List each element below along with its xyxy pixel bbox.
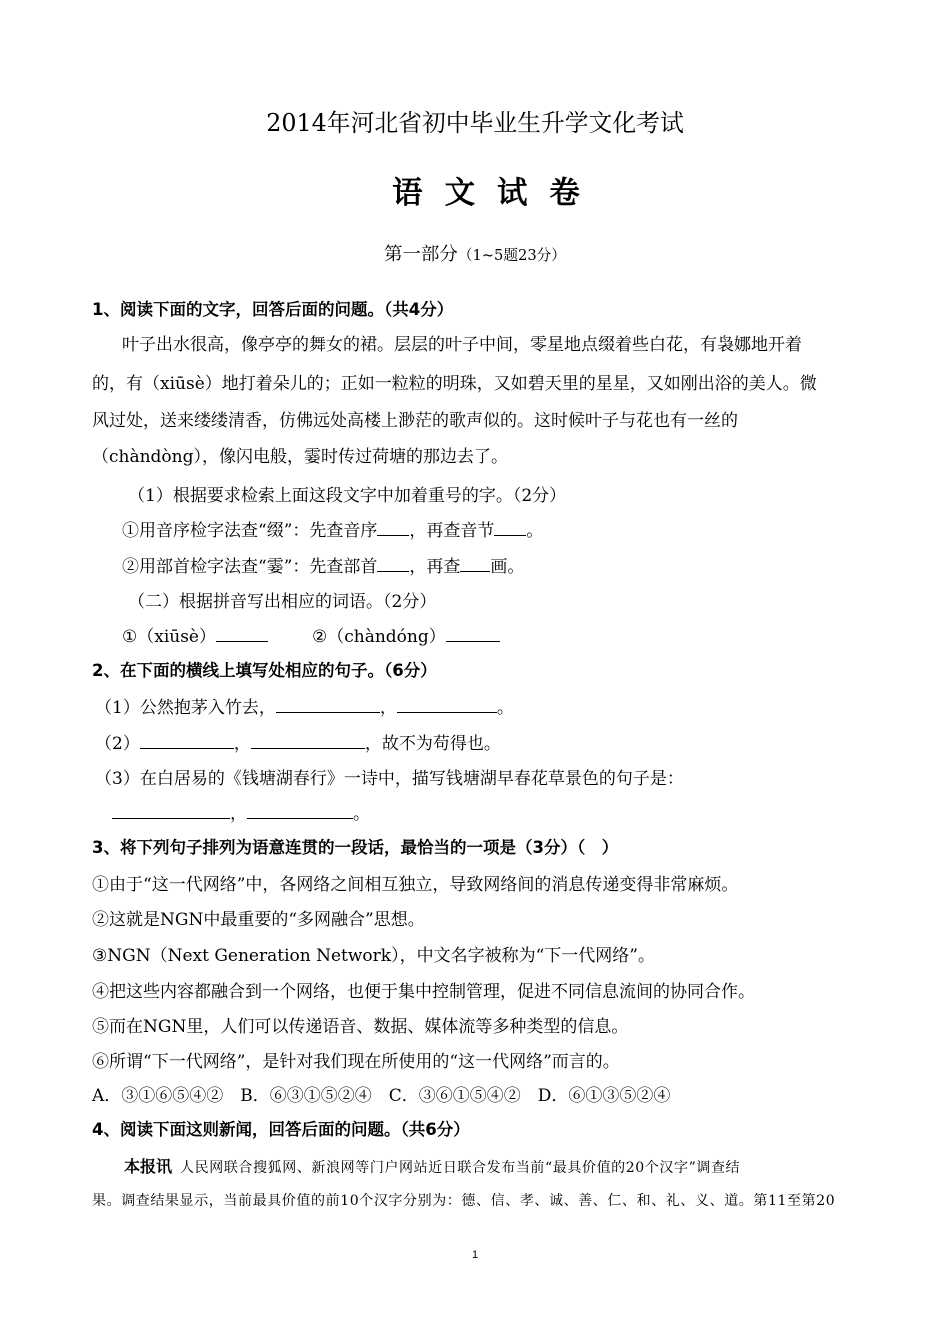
q2-line-1-text: （1）公然抱茅入竹去，	[95, 698, 276, 718]
q1-sub1b-text: ，再查	[409, 557, 461, 577]
q2-line-3: （3）在白居易的《钱塘湖春行》一诗中，描写钱塘湖早春花草景色的句子是：	[95, 769, 684, 789]
q2-line-1-text: 。	[496, 698, 514, 718]
answer-blank[interactable]	[446, 625, 500, 642]
q1-sub2: （二）根据拼音写出相应的词语。（2分）	[128, 592, 437, 612]
q3-sentence-2: ②这就是NGN中最重要的“多网融合”思想。	[92, 910, 425, 930]
q2-line-2	[95, 729, 501, 754]
q3-heading: 3、将下列句子排列为语意连贯的一段话，最恰当的一项是（3分）（ ）	[92, 838, 619, 857]
answer-blank[interactable]	[140, 732, 234, 749]
part-title: 第一部分	[384, 244, 458, 265]
q3-sentence-1: ①由于“这一代网络”中，各网络之间相互独立，导致网络间的消息传递变得非常麻烦。	[92, 875, 739, 895]
answer-blank[interactable]	[251, 732, 365, 749]
q1-para-line-4: （chàndòng），像闪电般，霎时传过荷塘的那边去了。	[92, 447, 509, 467]
q1-sub2b: ②（chàndóng）	[312, 627, 446, 647]
q1-sub1a-text: 。	[526, 521, 544, 541]
q1-sub1a-text: ①用音序检字法查“缀”：先查音序	[122, 521, 378, 541]
q2-line-1-text: ，	[379, 698, 397, 718]
answer-blank[interactable]	[377, 519, 409, 536]
q1-sub1: （1）根据要求检索上面这段文字中加着重号的字。（2分）	[128, 486, 567, 506]
q4-news-line-2: 果。调查结果显示，当前最具价值的前10个汉字分别为：德、信、孝、诚、善、仁、和、礼、义、道。第11至第20	[92, 1193, 836, 1209]
q2-line-2-text: （2）	[95, 734, 140, 754]
q3-sentence-4: ④把这些内容都融合到一个网络，也便于集中控制管理，促进不同信息流间的协同合作。	[92, 982, 755, 1002]
q2-line-2-text: ，	[233, 734, 251, 754]
page-number: 1	[471, 1249, 479, 1261]
part-heading	[0, 240, 950, 266]
q1-sub1b-text: ②用部首检字法查“霎”：先查部首	[122, 557, 378, 577]
answer-blank[interactable]	[276, 696, 380, 713]
answer-blank[interactable]	[397, 696, 497, 713]
answer-blank[interactable]	[247, 802, 353, 819]
q3-sentence-3: ③NGN（Next Generation Network），中文名字被称为“下一代网络”。	[92, 946, 655, 966]
q2-heading: 2、在下面的横线上填写处相应的句子。（6分）	[92, 661, 437, 680]
answer-blank[interactable]	[494, 519, 526, 536]
q4-heading: 4、阅读下面这则新闻，回答后面的问题。（共6分）	[92, 1120, 470, 1139]
answer-blank[interactable]	[112, 802, 230, 819]
q1-para-line-2: 的，有（xiūsè）地打着朵儿的；正如一粒粒的明珠，又如碧天里的星星，又如刚出浴的美人。微	[92, 374, 817, 394]
q2-line-2-text: ，故不为苟得也。	[364, 734, 501, 754]
q1-sub2-answers	[122, 622, 500, 647]
answer-blank[interactable]	[377, 555, 409, 572]
q1-para-line-1: 叶子出水很高，像亭亭的舞女的裙。层层的叶子中间，零星地点缀着些白花，有袅娜地开着	[122, 335, 802, 355]
answer-blank[interactable]	[216, 625, 268, 642]
news-lead: 本报讯	[124, 1157, 173, 1176]
q2-line-1	[95, 693, 514, 718]
q2-line-4-text: ，	[230, 804, 247, 824]
q1-sub2a: ①（xiūsè）	[122, 627, 216, 647]
q2-line-4-text: 。	[353, 804, 370, 824]
q1-sub1a-text: ，再查音节	[409, 521, 495, 541]
q4-news-line-1	[124, 1154, 740, 1177]
news-text: 人民网联合搜狐网、新浪网等门户网站近日联合发布当前“最具价值的20个汉字”调查结	[180, 1160, 741, 1176]
answer-blank[interactable]	[460, 555, 490, 572]
q1-sub1a	[122, 516, 543, 541]
q3-sentence-5: ⑤而在NGN里，人们可以传递语音、数据、媒体流等多种类型的信息。	[92, 1017, 629, 1037]
q1-para-line-3: 风过处，送来缕缕清香，仿佛远处高楼上渺茫的歌声似的。这时候叶子与花也有一丝的	[92, 411, 738, 431]
q3-options: A．③①⑥⑤④② B．⑥③①⑤②④ C．③⑥①⑤④② D．⑥①③⑤②④	[92, 1086, 671, 1106]
exam-title: 2014年河北省初中毕业生升学文化考试	[266, 109, 684, 137]
q1-heading: 1、阅读下面的文字，回答后面的问题。（共4分）	[92, 300, 454, 319]
q1-sub1b-text: 画。	[490, 557, 525, 577]
part-note: （1~5题23分）	[457, 247, 566, 264]
q3-sentence-6: ⑥所谓“下一代网络”，是针对我们现在所使用的“这一代网络”而言的。	[92, 1052, 620, 1072]
q1-sub1b	[122, 552, 524, 577]
q2-line-4	[112, 799, 370, 824]
exam-subtitle: 语文试卷	[392, 175, 602, 211]
